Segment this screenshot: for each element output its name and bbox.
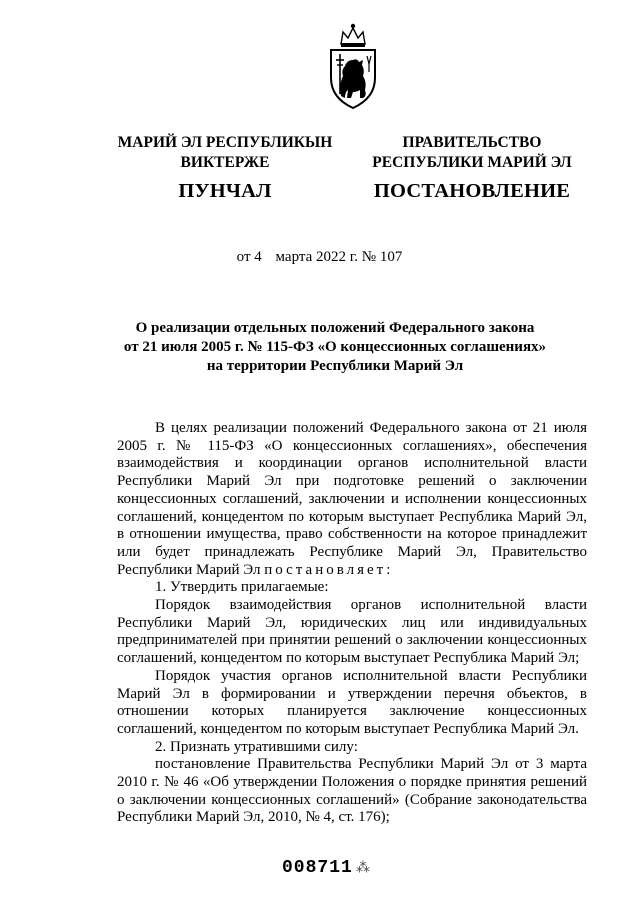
body-item2-a: постановление Правительства Республики Марий Эл от 3 марта 2010 г. № 46 «Об утверждении Положения о порядке принятия решений о заключении концессионных соглашений» (Собрание законодательства Республики Марий Эл, 2010, № 4, ст. 176); (117, 756, 587, 826)
header-left-marii (105, 133, 345, 203)
subject-line3: на территории Республики Марий Эл (206, 358, 464, 374)
serial-number: 008711 (282, 858, 353, 878)
date-month-year: марта 2022 г. № (275, 249, 377, 265)
serial-star-icon: ⁂ (356, 860, 370, 876)
header-left-title: ПУНЧАЛ (178, 180, 272, 202)
document-body (117, 420, 587, 827)
document-number: 107 (379, 249, 403, 265)
decree-word: постановляет: (264, 561, 394, 578)
body-item2: 2. Признать утратившими силу: (155, 738, 358, 755)
subject-line1: О реализации отдельных положений Федерального закона (135, 320, 535, 336)
body-item1-a: Порядок взаимодействия органов исполнительной власти Республики Марий Эл, юридических лиц или индивидуальных предпринимателей при принятии решений о заключении концессионных соглашений, концедентом по которым выступает Республика Марий Эл; (117, 597, 587, 667)
body-paragraph-intro (117, 420, 587, 579)
date-day: 4 (254, 249, 262, 265)
header-right-title: ПОСТАНОВЛЕНИЕ (373, 180, 571, 202)
header-right-russian (357, 133, 587, 203)
coat-of-arms-emblem-icon (327, 18, 379, 110)
intro-text: В целях реализации положений Федерального закона от 21 июля 2005 г. № 115-ФЗ «О концессионных соглашениях», обеспечения взаимодействия и координации органов исполнительной власти Республики Марий Эл при подготовке решений о заключении концессионных соглашений, заключении и исполнении концессионных соглашений, концедентом по которым выступает Республика Марий Эл, в отношении имущества, право собственности на которое принадлежит или будет принадлежать Республике Марий Эл, Правительство Республики Марий Эл (117, 420, 587, 578)
body-item1: 1. Утвердить прилагаемые: (155, 579, 329, 596)
document-date-line (0, 249, 639, 266)
header-right-line1: ПРАВИТЕЛЬСТВО (402, 134, 542, 151)
document-subject (100, 319, 570, 376)
header-left-line1: МАРИЙ ЭЛ РЕСПУБЛИКЫН (117, 134, 333, 151)
header-right-line2: РЕСПУБЛИКИ МАРИЙ ЭЛ (372, 154, 572, 171)
subject-line2: от 21 июля 2005 г. № 115-ФЗ «О концессионных соглашениях» (123, 339, 547, 355)
header-left-line2: ВИКТЕРЖЕ (180, 154, 270, 171)
date-prefix: от (236, 249, 251, 265)
body-item1-b: Порядок участия органов исполнительной власти Республики Марий Эл в формировании и утверждении перечня объектов, в отношении которых планируется заключение концессионных соглашений, концедентом по которым выступает Республика Марий Эл. (117, 667, 587, 737)
